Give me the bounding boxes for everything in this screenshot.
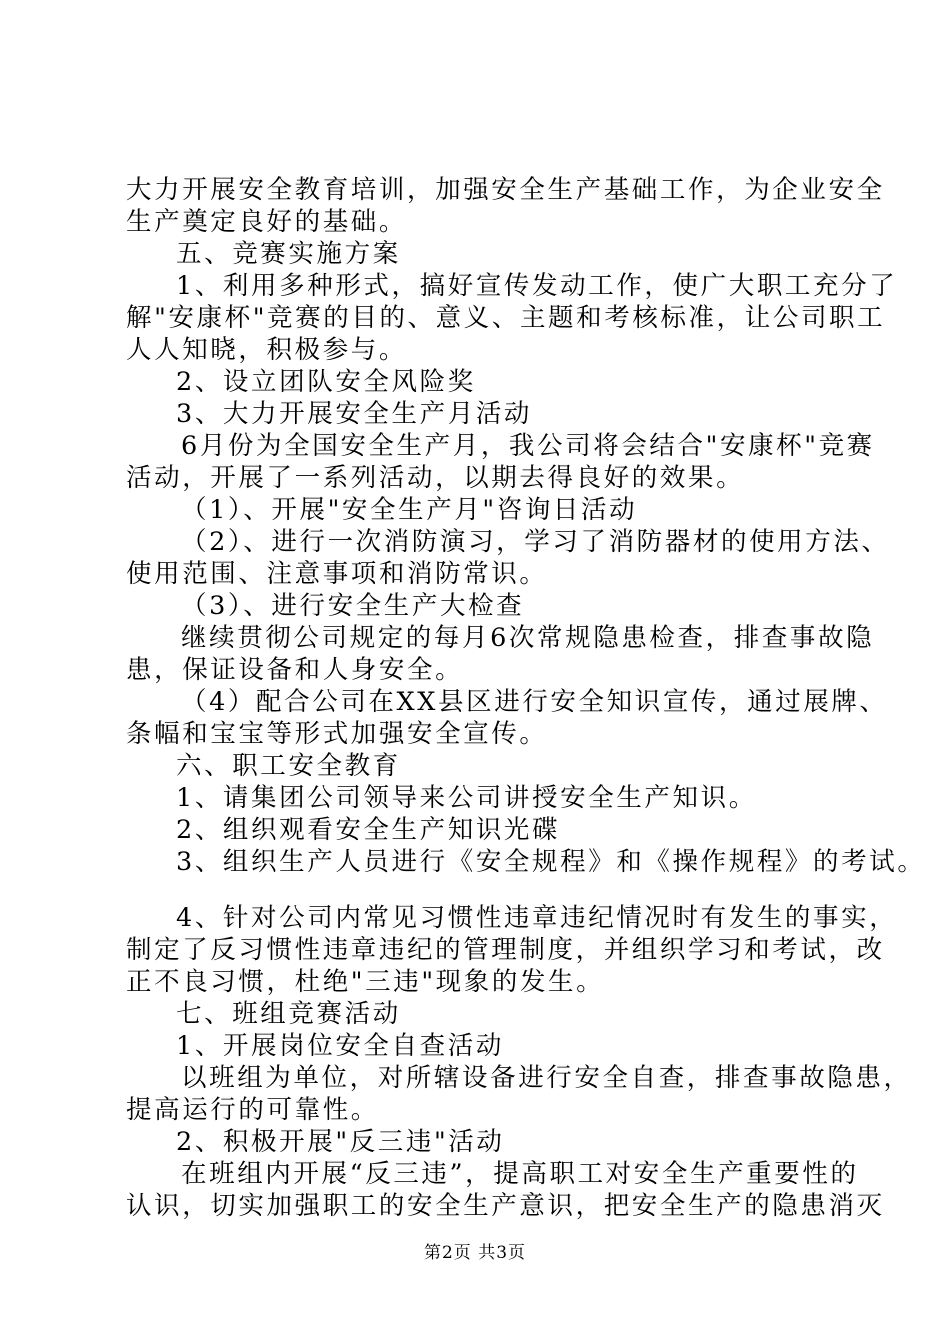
paragraph-line: 患，保证设备和人身安全。 <box>126 655 464 685</box>
paragraph-gap <box>126 878 836 902</box>
paragraph-line: 大力开展安全教育培训，加强安全生产基础工作，为企业安全 <box>126 175 885 205</box>
paragraph-line: 活动，开展了一系列活动，以期去得良好的效果。 <box>126 463 745 493</box>
list-item: （3）、进行安全生产大检查 <box>181 591 525 621</box>
paragraph-line: 生产奠定良好的基础。 <box>126 207 408 237</box>
section-heading: 七、班组竞赛活动 <box>176 999 401 1029</box>
paragraph-line: 正不良习惯，杜绝"三违"现象的发生。 <box>126 967 605 997</box>
paragraph-line: 认识，切实加强职工的安全生产意识，把安全生产的隐患消灭 <box>126 1191 885 1221</box>
list-item: 3、组织生产人员进行《安全规程》和《操作规程》的考试。 <box>176 847 926 877</box>
list-item: 4、针对公司内常见习惯性违章违纪情况时有发生的事实， <box>176 903 898 933</box>
list-item: （4）配合公司在XX县区进行安全知识宣传，通过展牌、 <box>181 687 888 717</box>
paragraph-line: 使用范围、注意事项和消防常识。 <box>126 559 548 589</box>
page-footer <box>0 1242 950 1264</box>
section-heading: 五、竞赛实施方案 <box>176 239 401 269</box>
section-heading: 六、职工安全教育 <box>176 751 401 781</box>
paragraph-line: 以班组为单位，对所辖设备进行安全自查，排查事故隐患， <box>181 1063 912 1093</box>
list-item: （2）、进行一次消防演习，学习了消防器材的使用方法、 <box>181 527 890 557</box>
paragraph-line: 解"安康杯"竞赛的目的、意义、主题和考核标准，让公司职工 <box>126 303 886 333</box>
paragraph-line: 提高运行的可靠性。 <box>126 1095 379 1125</box>
paragraph-line: 条幅和宝宝等形式加强安全宣传。 <box>126 719 548 749</box>
paragraph-line: 人人知晓，积极参与。 <box>126 335 408 365</box>
paragraph-line: 继续贯彻公司规定的每月6次常规隐患检查，排查事故隐 <box>181 623 875 653</box>
paragraph-line: 6月份为全国安全生产月，我公司将会结合"安康杯"竞赛 <box>181 431 875 461</box>
list-item: 2、设立团队安全风险奖 <box>176 367 476 397</box>
list-item: 2、积极开展"反三违"活动 <box>176 1127 505 1157</box>
paragraph-line: 在班组内开展“反三违”，提高职工对安全生产重要性的 <box>181 1159 859 1189</box>
page-number-label: 第2页 共3页 <box>423 1243 527 1263</box>
list-item: 3、大力开展安全生产月活动 <box>176 399 533 429</box>
list-item: 2、组织观看安全生产知识光碟 <box>176 815 561 845</box>
list-item: （1）、开展"安全生产月"咨询日活动 <box>181 495 638 525</box>
list-item: 1、开展岗位安全自查活动 <box>176 1031 504 1061</box>
list-item: 1、利用多种形式，搞好宣传发动工作，使广大职工充分了 <box>176 271 898 301</box>
document-body <box>126 174 926 1222</box>
paragraph-line: 制定了反习惯性违章违纪的管理制度，并组织学习和考试，改 <box>126 935 885 965</box>
list-item: 1、请集团公司领导来公司讲授安全生产知识。 <box>176 783 757 813</box>
